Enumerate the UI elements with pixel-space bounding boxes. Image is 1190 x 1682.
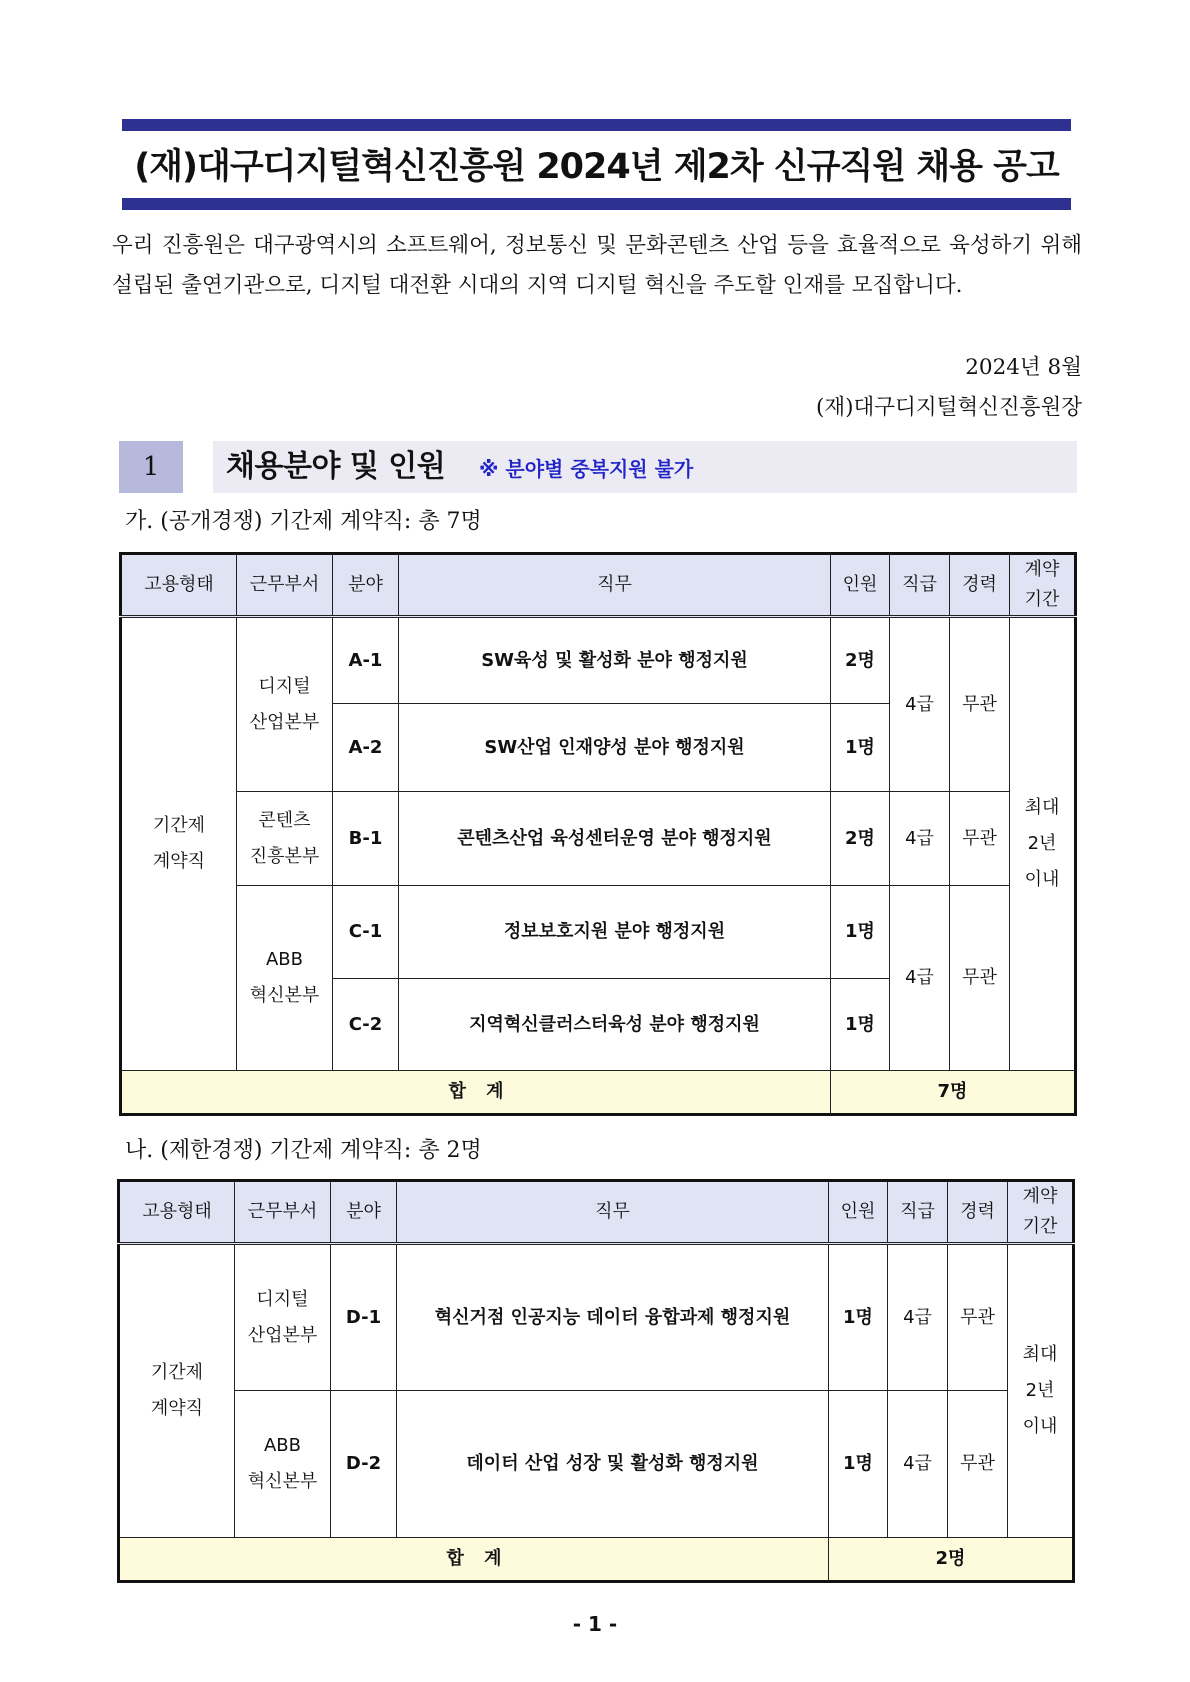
table-row — [121, 886, 1076, 979]
header-dept: 근무부서 — [237, 554, 333, 617]
field-code-cell: A-1 — [333, 617, 399, 704]
employment-type-cell — [119, 1244, 235, 1538]
table-row — [119, 1391, 1074, 1538]
headcount-cell: 1명 — [831, 704, 890, 792]
header-duty: 직무 — [399, 554, 831, 617]
employment-type-line2: 계약직 — [150, 1398, 204, 1419]
table-row — [121, 792, 1076, 886]
section-number: 1 — [119, 441, 183, 493]
total-label: 합 계 — [121, 1071, 831, 1115]
page-number: - 1 - — [572, 1612, 618, 1636]
dept-name-line2: 산업본부 — [249, 711, 320, 733]
headcount-cell: 1명 — [831, 886, 890, 979]
header-dept: 근무부서 — [235, 1181, 331, 1244]
headcount-cell: 1명 — [829, 1391, 888, 1538]
header-period-line1: 계약 — [1022, 1186, 1058, 1207]
dept-cell-digital — [235, 1244, 331, 1391]
total-row — [119, 1538, 1074, 1582]
career-cell: 무관 — [948, 1391, 1008, 1538]
field-code-cell: D-2 — [331, 1391, 397, 1538]
title-bottom-rule — [122, 198, 1071, 210]
header-career: 경력 — [948, 1181, 1008, 1244]
total-row — [121, 1071, 1076, 1115]
section-note: ※ 분야별 중복지원 불가 — [479, 457, 694, 481]
total-value: 7명 — [831, 1071, 1076, 1115]
career-cell: 무관 — [950, 617, 1010, 792]
field-code-cell: C-1 — [333, 886, 399, 979]
table-header-row — [119, 1181, 1074, 1244]
contract-period-cell — [1010, 617, 1076, 1071]
header-career: 경력 — [950, 554, 1010, 617]
period-line3: 이내 — [1024, 869, 1060, 890]
dept-cell-digital — [237, 617, 333, 792]
period-line3: 이내 — [1022, 1416, 1058, 1437]
limited-recruit-heading: 나. (제한경쟁) 기간제 계약직: 총 2명 — [125, 1138, 482, 1163]
period-line1: 최대 — [1022, 1344, 1058, 1365]
duty-cell: 혁신거점 인공지능 데이터 융합과제 행정지원 — [397, 1244, 829, 1391]
employment-type-cell — [121, 617, 237, 1071]
open-recruit-heading: 가. (공개경쟁) 기간제 계약직: 총 7명 — [125, 509, 482, 534]
page-title: (재)대구디지털혁신진흥원 2024년 제2차 신규직원 채용 공고 — [134, 147, 1059, 187]
dept-name-line2: 혁신본부 — [247, 1471, 318, 1492]
duty-cell: 정보보호지원 분야 행정지원 — [399, 886, 831, 979]
dept-cell-abb — [235, 1391, 331, 1538]
grade-cell: 4급 — [890, 792, 950, 886]
employment-type-line1: 기간제 — [150, 1362, 204, 1383]
section-title: 채용분야 및 인원 — [226, 449, 446, 484]
dept-name-line1: ABB — [263, 1435, 301, 1456]
dept-cell-abb — [237, 886, 333, 1071]
dept-name-line1: 콘텐츠 — [258, 809, 311, 831]
header-type: 고용형태 — [121, 554, 237, 617]
period-line2: 2년 — [1025, 1380, 1055, 1401]
header-field: 분야 — [331, 1181, 397, 1244]
table-row — [119, 1244, 1074, 1391]
grade-cell: 4급 — [888, 1391, 948, 1538]
headcount-cell: 2명 — [831, 792, 890, 886]
grade-cell: 4급 — [890, 886, 950, 1071]
dept-name-line1: ABB — [265, 949, 303, 970]
table-row — [121, 617, 1076, 704]
field-code-cell: A-2 — [333, 704, 399, 792]
career-cell: 무관 — [948, 1244, 1008, 1391]
dept-name-line2: 혁신본부 — [249, 985, 320, 1006]
header-period-line2: 기간 — [1022, 1216, 1058, 1237]
dept-cell-content — [237, 792, 333, 886]
intro-paragraph: 우리 진흥원은 대구광역시의 소프트웨어, 정보통신 및 문화콘텐츠 산업 등을 효율적으로 육성하기 위해 설립된 출연기관으로, 디지털 대전환 시대의 지역 디지털 혁신을 주도할 인재를 모집합니다. — [112, 233, 1082, 298]
headcount-cell: 1명 — [831, 979, 890, 1071]
title-top-rule — [122, 119, 1071, 131]
open-recruit-table — [119, 552, 1077, 1116]
grade-cell: 4급 — [888, 1244, 948, 1391]
employment-type-line2: 계약직 — [152, 851, 206, 872]
signatory: (재)대구디지털혁신진흥원장 — [815, 395, 1082, 420]
header-period — [1010, 554, 1076, 617]
field-code-cell: C-2 — [333, 979, 399, 1071]
total-value: 2명 — [829, 1538, 1074, 1582]
duty-cell: SW육성 및 활성화 분야 행정지원 — [399, 617, 831, 704]
header-type: 고용형태 — [119, 1181, 235, 1244]
field-code-cell: B-1 — [333, 792, 399, 886]
duty-cell: SW산업 인재양성 분야 행정지원 — [399, 704, 831, 792]
dept-name-line1: 디지털 — [258, 675, 311, 697]
header-grade: 직급 — [888, 1181, 948, 1244]
career-cell: 무관 — [950, 792, 1010, 886]
total-label: 합 계 — [119, 1538, 829, 1582]
field-code-cell: D-1 — [331, 1244, 397, 1391]
header-count: 인원 — [829, 1181, 888, 1244]
announcement-date: 2024년 8월 — [965, 355, 1082, 380]
headcount-cell: 1명 — [829, 1244, 888, 1391]
header-period-line2: 기간 — [1024, 589, 1060, 610]
table-header-row — [121, 554, 1076, 617]
contract-period-cell — [1008, 1244, 1074, 1538]
duty-cell: 콘텐츠산업 육성센터운영 분야 행정지원 — [399, 792, 831, 886]
dept-name-line1: 디지털 — [256, 1288, 309, 1310]
header-grade: 직급 — [890, 554, 950, 617]
duty-cell: 지역혁신클러스터육성 분야 행정지원 — [399, 979, 831, 1071]
header-period-line1: 계약 — [1024, 559, 1060, 580]
header-duty: 직무 — [397, 1181, 829, 1244]
dept-name-line2: 진흥본부 — [249, 845, 320, 867]
grade-cell: 4급 — [890, 617, 950, 792]
period-line1: 최대 — [1024, 797, 1060, 818]
dept-name-line2: 산업본부 — [247, 1324, 318, 1346]
headcount-cell: 2명 — [831, 617, 890, 704]
header-period — [1008, 1181, 1074, 1244]
employment-type-line1: 기간제 — [152, 815, 206, 836]
limited-recruit-table — [117, 1179, 1075, 1583]
header-field: 분야 — [333, 554, 399, 617]
period-line2: 2년 — [1027, 833, 1057, 854]
duty-cell: 데이터 산업 성장 및 활성화 행정지원 — [397, 1391, 829, 1538]
header-count: 인원 — [831, 554, 890, 617]
career-cell: 무관 — [950, 886, 1010, 1071]
